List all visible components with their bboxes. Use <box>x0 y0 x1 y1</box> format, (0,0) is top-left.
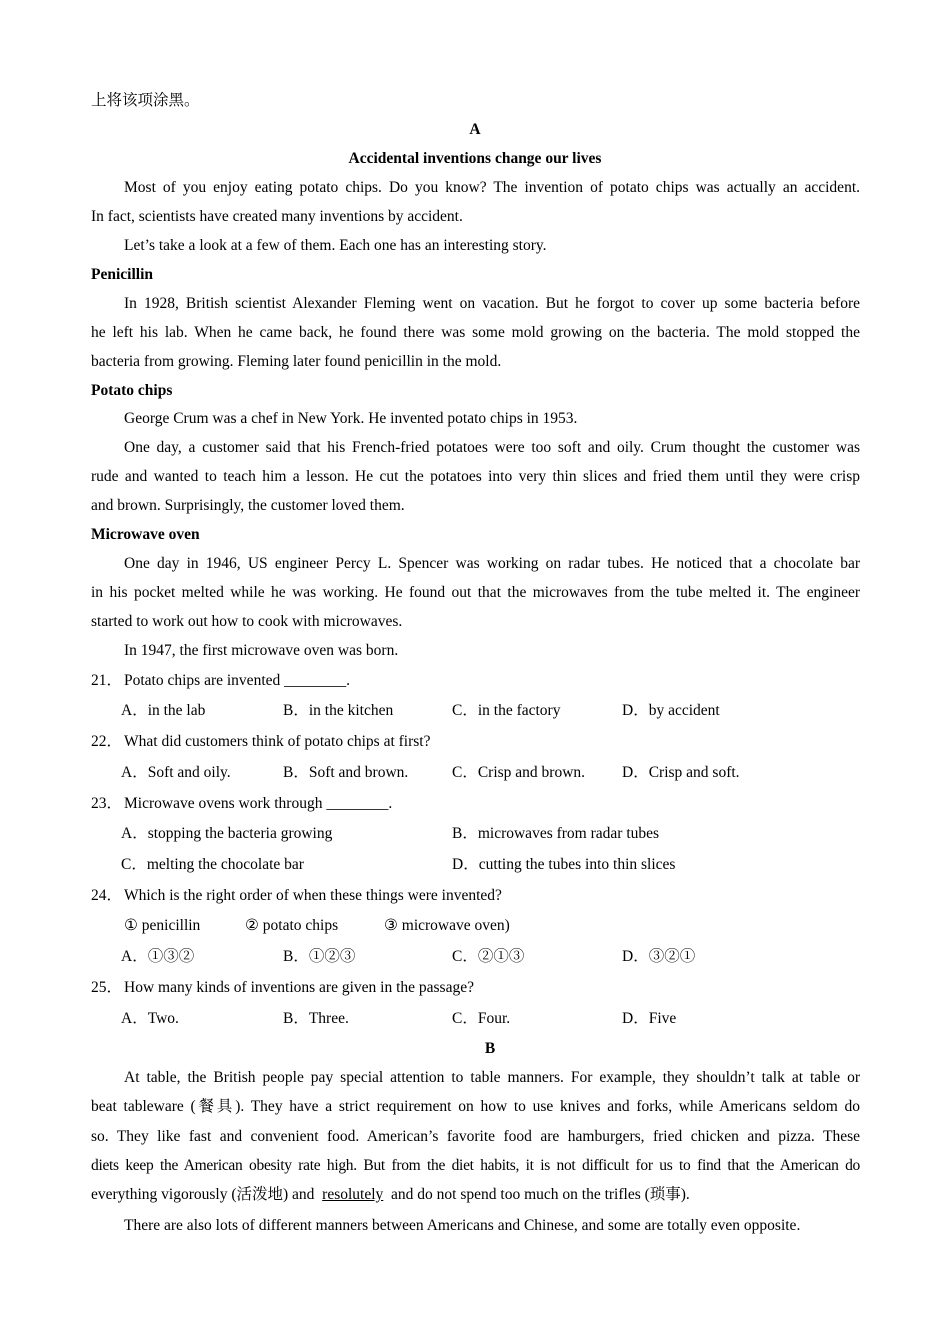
option-a: A．Soft and oily. <box>121 764 231 781</box>
question-number: 23． <box>91 795 123 812</box>
text: everything vigorously (活泼地) and <box>91 1186 319 1203</box>
paragraph-line <box>91 1185 860 1205</box>
paragraph-line: Most of you enjoy eating potato chips. Do you know? The invention of potato chips was actually an accident. <box>124 179 860 196</box>
paragraph-line: In 1947, the first microwave oven was born. <box>124 642 399 659</box>
option-a: A．Two. <box>121 1010 179 1027</box>
option-c: C．Four. <box>452 1010 511 1027</box>
paragraph-line: In 1928, British scientist Alexander Fleming went on vacation. But he forgot to cover up some bacteria before <box>124 295 860 312</box>
question-text: Potato chips are invented ________. <box>124 672 350 689</box>
option-b: B．①②③ <box>283 948 356 965</box>
header-line: 上将该项涂黑。 <box>91 92 200 109</box>
option-d: D．by accident <box>622 702 720 719</box>
option-a: A．①③② <box>121 948 195 965</box>
section-heading-penicillin: Penicillin <box>91 266 153 283</box>
list-item: ③ microwave oven) <box>384 917 510 934</box>
list-item: ② potato chips <box>245 917 339 934</box>
option-b: B．Soft and brown. <box>283 764 409 781</box>
option-a: A．in the lab <box>121 702 206 719</box>
paragraph-line: bacteria from growing. Fleming later found penicillin in the mold. <box>91 353 502 370</box>
option-b: B．in the kitchen <box>283 702 394 719</box>
passage-a-title: Accidental inventions change our lives <box>348 150 602 167</box>
question-number: 21． <box>91 672 123 689</box>
text: and do not spend too much on the trifles (琐事). <box>387 1186 690 1203</box>
passage-a-label: A <box>469 121 481 138</box>
option-c: C．Crisp and brown. <box>452 764 586 781</box>
paragraph-line: In fact, scientists have created many inventions by accident. <box>91 208 463 225</box>
option-d: D．cutting the tubes into thin slices <box>452 856 676 873</box>
option-d: D．③②① <box>622 948 696 965</box>
paragraph-line: he left his lab. When he came back, he found there was some mold growing on the bacteria. The mold stopped the <box>91 324 860 341</box>
paragraph-line: One day, a customer said that his French-fried potatoes were too soft and oily. Crum thought the customer was <box>124 439 860 456</box>
paragraph-line: beat tableware (餐具). They have a strict requirement on how to use knives and forks, while Americans seldom do <box>91 1098 860 1115</box>
option-b: B．microwaves from radar tubes <box>452 825 660 842</box>
paragraph-line: in his pocket melted while he was working. He found out that the microwaves from the tube melted it. The engineer <box>91 584 860 601</box>
list-item: ① penicillin <box>124 917 201 934</box>
paragraph-line: and brown. Surprisingly, the customer loved them. <box>91 497 405 514</box>
underlined-word: resolutely <box>322 1186 384 1203</box>
section-heading-microwave-oven: Microwave oven <box>91 526 200 543</box>
option-d: D．Crisp and soft. <box>622 764 740 781</box>
question-number: 22． <box>91 733 123 750</box>
paragraph-line: There are also lots of different manners between Americans and Chinese, and some are totally even opposite. <box>124 1217 801 1234</box>
question-number: 25． <box>91 979 123 996</box>
paragraph-line: George Crum was a chef in New York. He invented potato chips in 1953. <box>124 410 578 427</box>
question-text: How many kinds of inventions are given in the passage? <box>124 979 474 996</box>
question-text: What did customers think of potato chips at first? <box>124 733 431 750</box>
section-heading-potato-chips: Potato chips <box>91 382 173 399</box>
paragraph-line: started to work out how to cook with microwaves. <box>91 613 403 630</box>
option-a: A．stopping the bacteria growing <box>121 825 333 842</box>
option-c: C．②①③ <box>452 948 525 965</box>
paragraph-line: One day in 1946, US engineer Percy L. Spencer was working on radar tubes. He noticed that a chocolate bar <box>124 555 860 572</box>
question-text: Which is the right order of when these things were invented? <box>124 887 502 904</box>
question-number: 24． <box>91 887 123 904</box>
option-c: C．in the factory <box>452 702 561 719</box>
paragraph-line: so. They like fast and convenient food. American’s favorite food are hamburgers, fried chicken and pizza. These <box>91 1128 860 1145</box>
passage-b-label: B <box>484 1040 496 1057</box>
option-b: B．Three. <box>283 1010 349 1027</box>
paragraph-line: At table, the British people pay special attention to table manners. For example, they shouldn’t talk at table or <box>124 1069 860 1086</box>
question-text: Microwave ovens work through ________. <box>124 795 393 812</box>
paragraph-line: diets keep the American obesity rate high. But from the diet habits, it is not difficult for us to find that the American do <box>91 1157 860 1174</box>
paragraph-line: Let’s take a look at a few of them. Each one has an interesting story. <box>124 237 547 254</box>
option-c: C．melting the chocolate bar <box>121 856 304 873</box>
paragraph-line: rude and wanted to teach him a lesson. He cut the potatoes into very thin slices and fried them until they were crisp <box>91 468 860 485</box>
option-d: D．Five <box>622 1010 677 1027</box>
